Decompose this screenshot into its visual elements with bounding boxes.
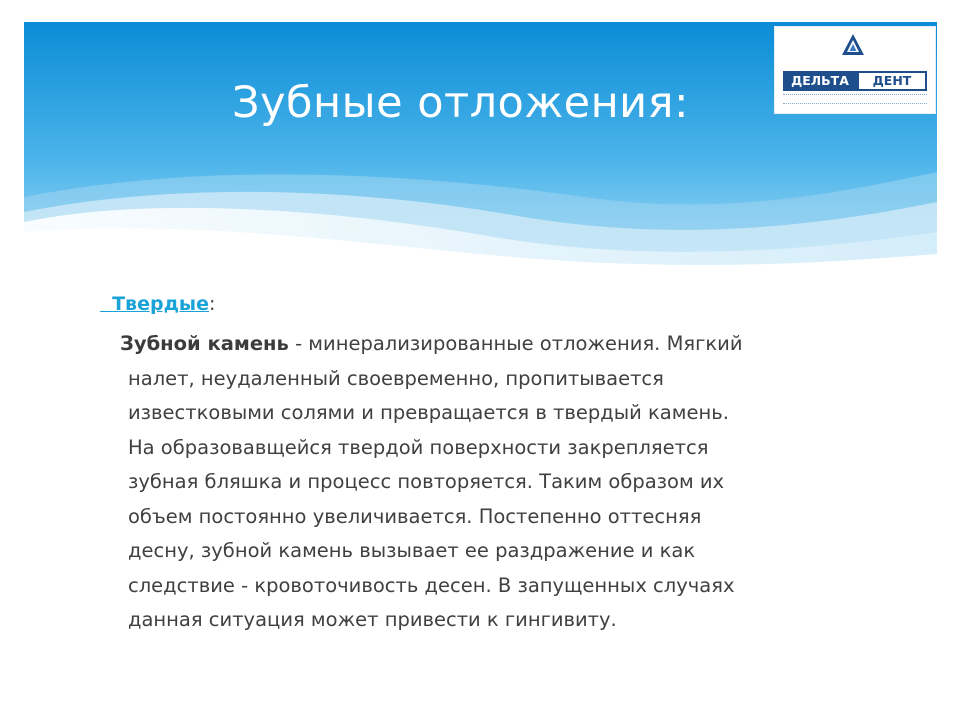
slide-body	[100, 289, 880, 638]
line-text-1: - минерализированные отложения. Мягкий	[288, 332, 743, 355]
section-link-hard-deposits[interactable]: Твердые	[112, 293, 209, 315]
term-dental-calculus: Зубной камень	[120, 332, 289, 355]
paragraph-line-1	[120, 327, 855, 362]
paragraph-line-6: объем постоянно увеличивается. Постепенно оттесняя	[128, 504, 702, 528]
slide-title: Зубные отложения:	[232, 78, 689, 128]
paragraph-line-2: налет, неудаленный своевременно, пропитывается	[128, 366, 664, 390]
definition-paragraph	[120, 327, 855, 638]
section-colon: :	[208, 293, 216, 315]
paragraph-line-4: На образовавщейся твердой поверхности закрепляется	[128, 435, 709, 459]
triangle-emblem-icon	[841, 33, 865, 57]
paragraph-line-7: десну, зубной камень вызывает ее раздражение и как	[128, 539, 696, 562]
paragraph-line-9: данная ситуация может привести к гингивиту.	[128, 608, 617, 631]
section-heading	[100, 289, 880, 319]
paragraph-line-8: следствие - кровоточивость десен. В запущенных случаях	[128, 573, 735, 597]
logo-wordmark	[783, 71, 927, 91]
paragraph-line-3: известковыми солями и превращается в твердый камень.	[128, 401, 729, 424]
paragraph-line-5: зубная бляшка и процесс повторяется. Таким образом их	[128, 470, 725, 493]
logo-name-part1: ДЕЛЬТА	[783, 71, 857, 91]
company-logo	[774, 26, 936, 114]
section-link-lead	[100, 293, 112, 315]
logo-name-part2: ДЕНТ	[857, 71, 927, 91]
logo-tagline-decoration	[783, 94, 927, 104]
